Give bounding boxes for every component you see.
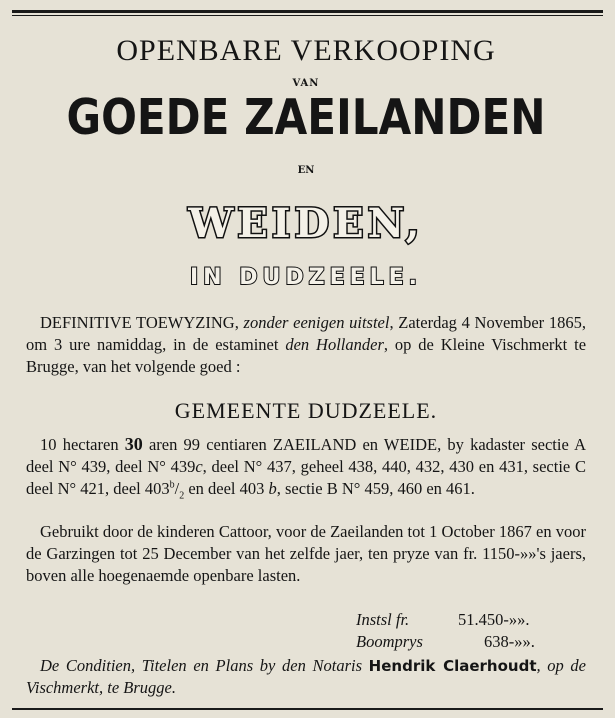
- notary-name: Hendrik Claerhoudt: [368, 657, 537, 675]
- bottom-rule: [12, 708, 603, 710]
- p1-e: , op de Kleine Vischmerkt te Brugge, van het volgende goed :: [26, 335, 587, 376]
- section-heading: GEMEENTE DUDZEELE.: [174, 398, 438, 423]
- connector-van: VAN: [292, 78, 320, 89]
- p2-e: , deel N° 437, geheel 438, 440, 432, 430 en 431, sectie C deel N° 421, deel 403: [26, 457, 586, 498]
- price-row: [26, 631, 586, 653]
- price-value: 51.450-»».: [458, 610, 530, 629]
- p1-d: den Hollander: [285, 335, 384, 354]
- title-line-1: OPENBARE VERKOOPING: [116, 34, 496, 67]
- p2-g: /: [174, 479, 180, 498]
- p1-a: DEFINITIVE TOEWYZING,: [40, 313, 244, 332]
- price-block: [26, 609, 586, 653]
- p2-h: 2: [179, 490, 185, 502]
- top-rule-thin: [12, 15, 603, 16]
- p2-b: 30: [124, 434, 143, 454]
- title-line-3: WEIDEN,: [188, 200, 424, 247]
- p1-b: zonder eenigen uitstel: [243, 313, 390, 332]
- connector-en: EN: [297, 165, 315, 176]
- top-rule: [12, 10, 603, 13]
- title-line-4: IN DUDZEELE.: [189, 265, 423, 290]
- paragraph-condities: [26, 655, 586, 699]
- p2-k: , sectie B N° 459, 460 en 461.: [276, 479, 475, 498]
- price-label: Instsl fr.: [356, 610, 410, 629]
- p2-a: 10 hectaren: [40, 435, 125, 454]
- p2-f: b: [169, 479, 175, 491]
- price-row: [26, 609, 586, 631]
- p4-c: , op de Vischmerkt, te Brugge.: [26, 656, 587, 697]
- title-line-2: GOEDE ZAEILANDEN: [66, 89, 546, 146]
- p2-c: aren 99 centiaren ZAEILAND en WEIDE, by kadaster sectie A deel N° 439, deel N° 439: [26, 435, 587, 476]
- paragraph-gebruik: Gebruikt door de kinderen Cattoor, voor de Zaeilanden tot 1 October 1867 en voor de Garzingen tot 25 December van het zelfde jaer, ten pryze van fr. 1150-»»'s jaers, boven alle hoegenaemde openbare lasten.: [26, 522, 586, 585]
- p2-i: en deel 403: [184, 479, 269, 498]
- p4-a: De Conditien, Titelen en Plans by den Notaris: [40, 656, 369, 675]
- paragraph-toewyzing: [26, 312, 586, 378]
- price-label: Boomprys: [356, 632, 423, 651]
- p2-d: c: [195, 457, 203, 476]
- p1-c: , Zaterdag 4 November 1865, om 3 ure namiddag, in de estaminet: [26, 313, 586, 354]
- paragraph-goed: [26, 433, 586, 500]
- price-value: 638-»».: [484, 632, 535, 651]
- p2-j: b: [268, 479, 277, 498]
